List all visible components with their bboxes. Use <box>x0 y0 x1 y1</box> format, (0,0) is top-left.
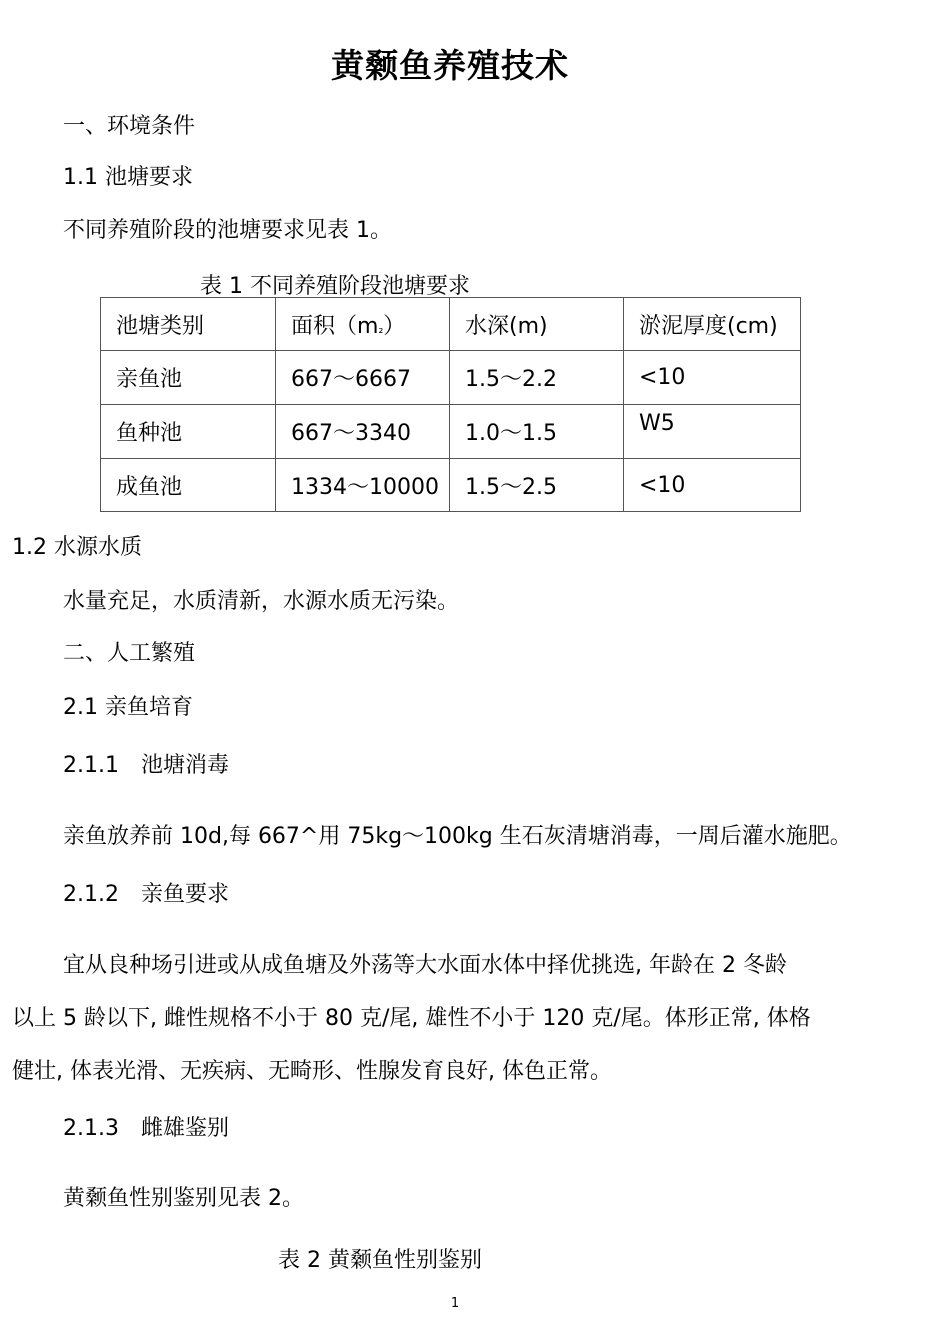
header-area-label: 面积（m <box>291 313 379 339</box>
section-text: 池塘消毒 <box>141 753 230 778</box>
section-heading-2: 二、人工繁殖 <box>63 641 196 666</box>
table-header-cell: 水深(m) <box>450 298 624 351</box>
table-cell: <10 <box>624 351 801 405</box>
table-header-cell <box>276 298 450 351</box>
paragraph-broodstock-line-3: 健壮, 体表光滑、无疾病、无畸形、性腺发育良好, 体色正常。 <box>12 1059 612 1084</box>
table-row <box>101 351 801 405</box>
subsection-heading-1-1: 1.1 池塘要求 <box>63 165 193 190</box>
subsection-heading-2-1-3 <box>63 1114 229 1144</box>
header-area-close: ） <box>383 313 406 339</box>
table-cell: W5 <box>624 405 801 459</box>
header-area-subscript: ₂ <box>378 321 384 336</box>
table-cell: 667〜6667 <box>276 351 450 405</box>
pond-requirements-table <box>100 297 801 512</box>
table-cell: 1.0〜1.5 <box>450 405 624 459</box>
paragraph-sex-identification: 黄颡鱼性别鉴别见表 2。 <box>63 1186 304 1211</box>
subsection-heading-1-2: 1.2 水源水质 <box>12 535 142 560</box>
table-cell: 亲鱼池 <box>101 351 276 405</box>
table-cell: <10 <box>624 459 801 512</box>
paragraph-water-quality: 水量充足，水质清新，水源水质无污染。 <box>63 589 460 614</box>
subsection-heading-2-1: 2.1 亲鱼培育 <box>63 695 193 720</box>
section-text: 亲鱼要求 <box>141 882 230 907</box>
table1-caption: 表 1 不同养殖阶段池塘要求 <box>200 274 470 299</box>
table-cell: 成鱼池 <box>101 459 276 512</box>
subsection-heading-2-1-1 <box>63 751 229 781</box>
paragraph-pond-reference: 不同养殖阶段的池塘要求见表 1。 <box>63 218 392 243</box>
table-header-cell: 池塘类别 <box>101 298 276 351</box>
table-cell: 1334〜10000 <box>276 459 450 512</box>
paragraph-pond-disinfection: 亲鱼放养前 10d,每 667^用 75kg〜100kg 生石灰清塘消毒，一周后灌水施肥。 <box>63 824 852 849</box>
section-number: 2.1.2 <box>63 882 119 907</box>
paragraph-broodstock-line-1: 宜从良种场引进或从成鱼塘及外荡等大水面水体中择优挑选, 年龄在 2 冬龄 <box>63 953 787 978</box>
table-cell: 1.5〜2.2 <box>450 351 624 405</box>
section-number: 2.1.3 <box>63 1116 119 1141</box>
section-heading-1: 一、环境条件 <box>63 114 196 139</box>
table-row <box>101 405 801 459</box>
table-cell: 鱼种池 <box>101 405 276 459</box>
table2-caption: 表 2 黄颡鱼性别鉴别 <box>278 1248 482 1273</box>
document-title: 黄颡鱼养殖技术 <box>331 46 569 85</box>
subsection-heading-2-1-2 <box>63 880 229 910</box>
table-header-row <box>101 298 801 351</box>
paragraph-broodstock-line-2: 以上 5 龄以下, 雌性规格不小于 80 克/尾, 雄性不小于 120 克/尾。体形正常, 体格 <box>12 1006 811 1031</box>
section-text: 雌雄鉴别 <box>141 1116 230 1141</box>
table-header-cell: 淤泥厚度(cm) <box>624 298 801 351</box>
table-cell: 667〜3340 <box>276 405 450 459</box>
table-row <box>101 459 801 512</box>
table-cell: 1.5〜2.5 <box>450 459 624 512</box>
section-number: 2.1.1 <box>63 753 119 778</box>
page-number: 1 <box>450 1296 460 1311</box>
